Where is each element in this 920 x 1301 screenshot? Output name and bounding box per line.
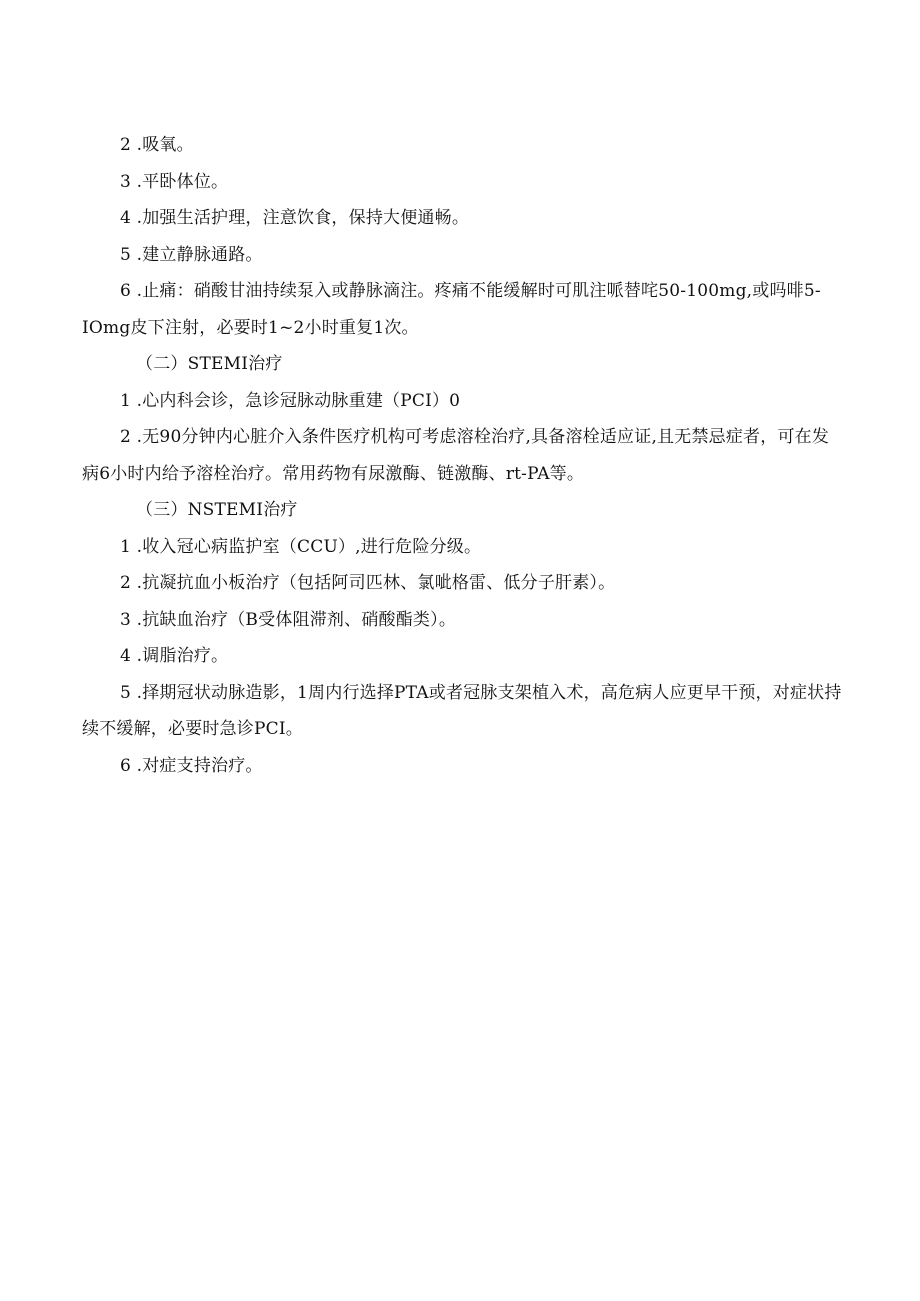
paragraph-item-3-antiischemic: 3 .抗缺血治疗（B受体阻滞剂、硝酸酯类）。 xyxy=(120,609,457,630)
paragraph-item-1-consult: 1 .心内科会诊，急诊冠脉动脉重建（PCI）0 xyxy=(120,390,461,411)
section-heading-stemi: （二）STEMI治疗 xyxy=(136,354,283,374)
paragraph-item-2-oxygen: 2 .吸氧。 xyxy=(120,135,194,155)
paragraph-item-2-thrombolysis: 2 .无90分钟内心脏介入条件医疗机构可考虑溶栓治疗,具备溶栓适应证,且无禁忌症者，可在发病6小时内给予溶栓治疗。常用药物有尿激酶、链激酶、rt-PA等。 xyxy=(82,427,830,484)
paragraph-item-3-position: 3 .平卧体位。 xyxy=(120,171,229,192)
paragraph-item-2-anticoagulation: 2 .抗凝抗血小板治疗（包括阿司匹林、氯呲格雷、低分子肝素）。 xyxy=(120,573,616,593)
paragraph-item-1-ccu: 1 .收入冠心病监护室（CCU）,进行危险分级。 xyxy=(120,536,482,557)
paragraph-item-5-iv-access: 5 .建立静脉通路。 xyxy=(120,244,263,265)
paragraph-item-4-care: 4 .加强生活护理，注意饮食，保持大便通畅。 xyxy=(120,208,470,228)
paragraph-item-6-analgesia: 6 .止痛：硝酸甘油持续泵入或静脉滴注。疼痛不能缓解时可肌注哌替咤50-100mg,或吗啡5-IOmg皮下注射，必要时1~2小时重复1次。 xyxy=(82,281,821,338)
section-heading-nstemi: （三）NSTEMI治疗 xyxy=(136,500,298,520)
paragraph-item-5-angiography: 5 .择期冠状动脉造影，1周内行选择PTA或者冠脉支架植入术，高危病人应更早干预，对症状持续不缓解，必要时急诊PCI。 xyxy=(82,682,842,739)
document-body xyxy=(82,127,842,784)
paragraph-item-4-lipid: 4 .调脂治疗。 xyxy=(120,646,229,666)
paragraph-item-6-supportive: 6 .对症支持治疗。 xyxy=(120,755,263,776)
